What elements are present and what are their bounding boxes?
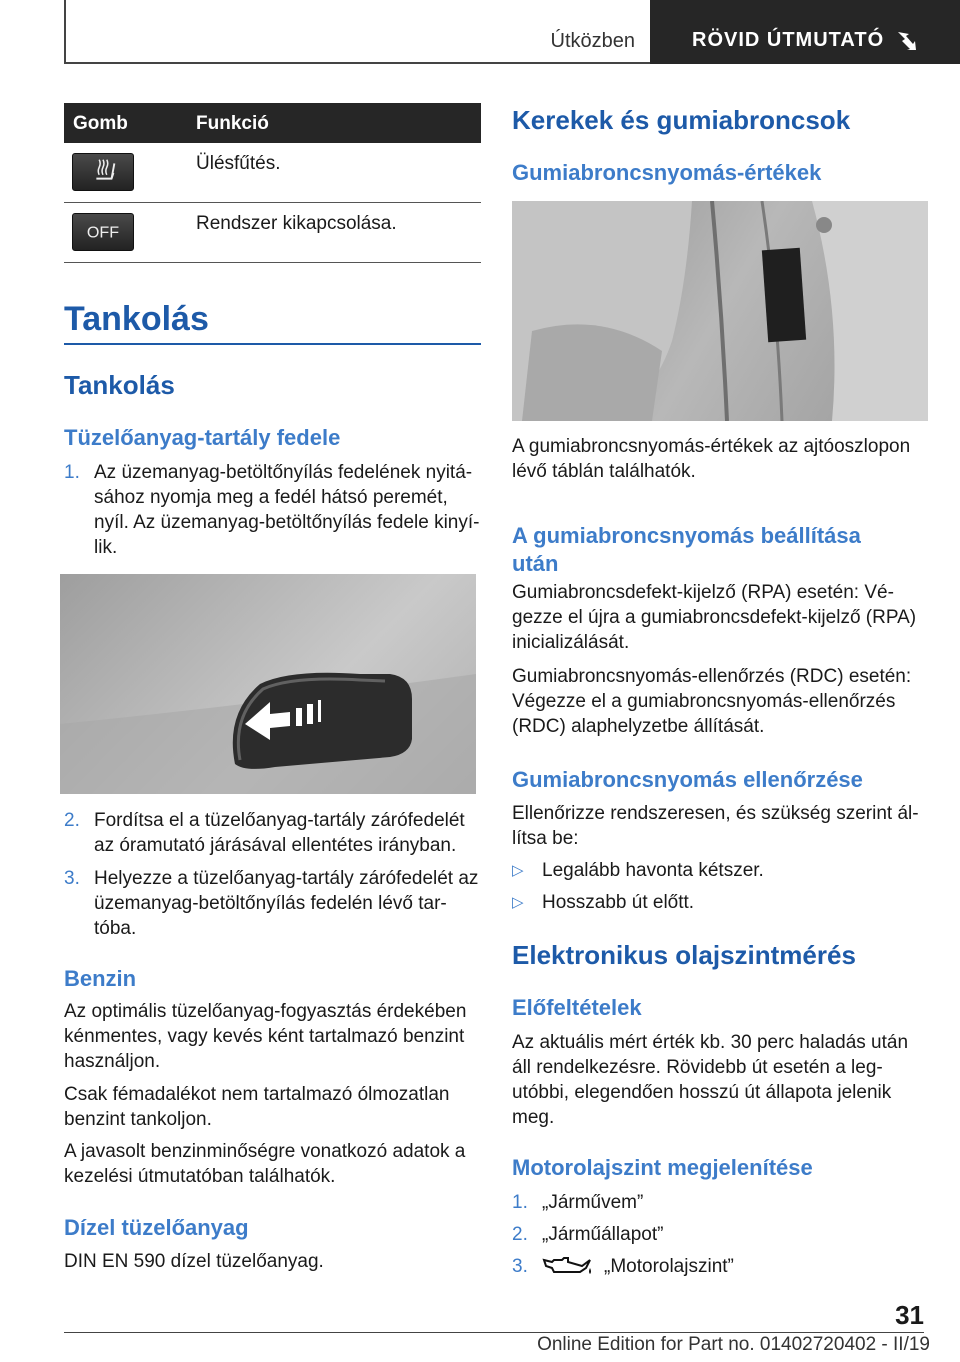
- subsection-fuel-flap: Tüzelőanyag-tartály fedele: [64, 425, 341, 450]
- section-title-wheels: Kerekek és gumiabroncsok: [512, 105, 851, 135]
- oil-can-icon: [542, 1254, 594, 1278]
- page-number: 31: [895, 1300, 924, 1330]
- step-number: 1.: [64, 462, 80, 483]
- step-line: lik.: [94, 537, 118, 558]
- step-line: Az üzemanyag-betöltőnyílás fedelének nyitá-: [94, 462, 473, 483]
- column-header-button: Gomb: [73, 113, 128, 134]
- chapter-rule: [64, 343, 481, 345]
- lightning-icon: [894, 28, 920, 54]
- triangle-bullet-icon: ▷: [512, 894, 524, 911]
- off-key-label: OFF: [86, 223, 120, 242]
- subsection-petrol: Benzin: [64, 966, 137, 991]
- step-line: Fordítsa el a tüzelőanyag-tartály zárófedelét: [94, 810, 465, 831]
- list-item: ▷ Hosszabb út előtt.: [512, 892, 695, 913]
- list-item: [64, 866, 481, 941]
- chapter-title: Tankolás: [64, 300, 209, 338]
- header-bottom-rule: [64, 62, 650, 64]
- step-line: nyíl. Az üzemanyag-betöltőnyílás fedele kinyí-: [94, 512, 480, 533]
- function-text: Ülésfűtés.: [196, 153, 281, 174]
- section-title-oil: Elektronikus olajszintmérés: [512, 940, 856, 970]
- off-button-icon: [72, 213, 134, 251]
- header-tab-label: RÖVID ÚTMUTATÓ: [692, 29, 885, 51]
- paragraph: Gumiabroncsnyomás-ellenőrzés (RDC) esetén: Végezze el a gumiabroncsnyomás-ellenőrzés (RDC) alaphelyzetbe állítását.: [512, 666, 912, 737]
- footer-edition: Online Edition for Part no. 01402720402 - II/19: [537, 1334, 930, 1355]
- door-pillar-image: [512, 201, 928, 421]
- paragraph: Az aktuális mért érték kb. 30 perc haladás után áll rendelkezésre. Rövidebb út esetén a leg- utóbbi, elegendően hosszú út állapota jelenik meg.: [512, 1032, 909, 1128]
- header-section: Útközben: [550, 30, 635, 52]
- step-number: 2.: [64, 810, 80, 831]
- paragraph: Az optimális tüzelőanyag-fogyasztás érdekében kénmentes, vagy kevés ként tartalmazó benzint használjon.: [64, 1001, 467, 1072]
- paragraph: DIN EN 590 dízel tüzelőanyag.: [64, 1251, 324, 1272]
- paragraph: Gumiabroncsdefekt-kijelző (RPA) esetén: Vé- gezze el újra a gumiabroncsdefekt-kijelző (RPA) inicializálását.: [512, 582, 917, 653]
- paragraph: Csak fémadalékot nem tartalmazó ólmozatlan benzint tankoljon.: [64, 1084, 450, 1130]
- list-item: ▷ Legalább havonta kétszer.: [512, 860, 764, 881]
- step-line: sához nyomja meg a fedél hátsó peremét,: [94, 487, 448, 508]
- fuel-flap-image: [60, 574, 476, 794]
- column-header-function: Funkció: [196, 113, 269, 134]
- table-row: [64, 143, 481, 203]
- list-item: 1. „Járművem”: [512, 1192, 644, 1213]
- step-line: tóba.: [94, 918, 137, 939]
- step-line: üzemanyag-betöltőnyílás fedelén lévő tar-: [94, 893, 447, 914]
- header-tab: [650, 0, 960, 64]
- seat-heating-icon: [72, 153, 134, 191]
- subsection-after-adjust: A gumiabroncsnyomás beállítása után: [512, 523, 861, 576]
- function-text: Rendszer kikapcsolása.: [196, 213, 397, 234]
- list-item: [64, 460, 481, 560]
- section-title-refuel: Tankolás: [64, 370, 175, 400]
- footer-rule: [64, 1332, 924, 1333]
- header-left-rule: [64, 0, 66, 64]
- paragraph: Ellenőrizze rendszeresen, és szükség szerint ál- lítsa be:: [512, 803, 919, 849]
- step-line: az óramutató járásával ellentétes irányban.: [94, 835, 457, 856]
- button-function-table: [64, 103, 481, 263]
- list-item: 2. „Járműállapot”: [512, 1224, 664, 1245]
- subsection-prerequisites: Előfeltételek: [512, 995, 642, 1020]
- step-line: Helyezze a tüzelőanyag-tartály zárófedelét az: [94, 868, 479, 889]
- table-header: [64, 103, 481, 143]
- subsection-oil-display: Motorolajszint megjelenítése: [512, 1155, 813, 1180]
- step-number: 3.: [64, 868, 80, 889]
- triangle-bullet-icon: ▷: [512, 862, 524, 879]
- table-row: [64, 203, 481, 263]
- paragraph: A javasolt benzinminőségre vonatkozó adatok a kezelési útmutatóban találhatók.: [64, 1141, 466, 1187]
- list-item: 3. „Motorolajszint”: [512, 1256, 734, 1277]
- subsection-diesel: Dízel tüzelőanyag: [64, 1215, 249, 1240]
- list-item: [64, 808, 481, 858]
- subsection-tire-check: Gumiabroncsnyomás ellenőrzése: [512, 767, 863, 792]
- subsection-tire-pressure-values: Gumiabroncsnyomás-értékek: [512, 160, 822, 185]
- paragraph: A gumiabroncsnyomás-értékek az ajtóoszlopon lévő táblán találhatók.: [512, 436, 911, 482]
